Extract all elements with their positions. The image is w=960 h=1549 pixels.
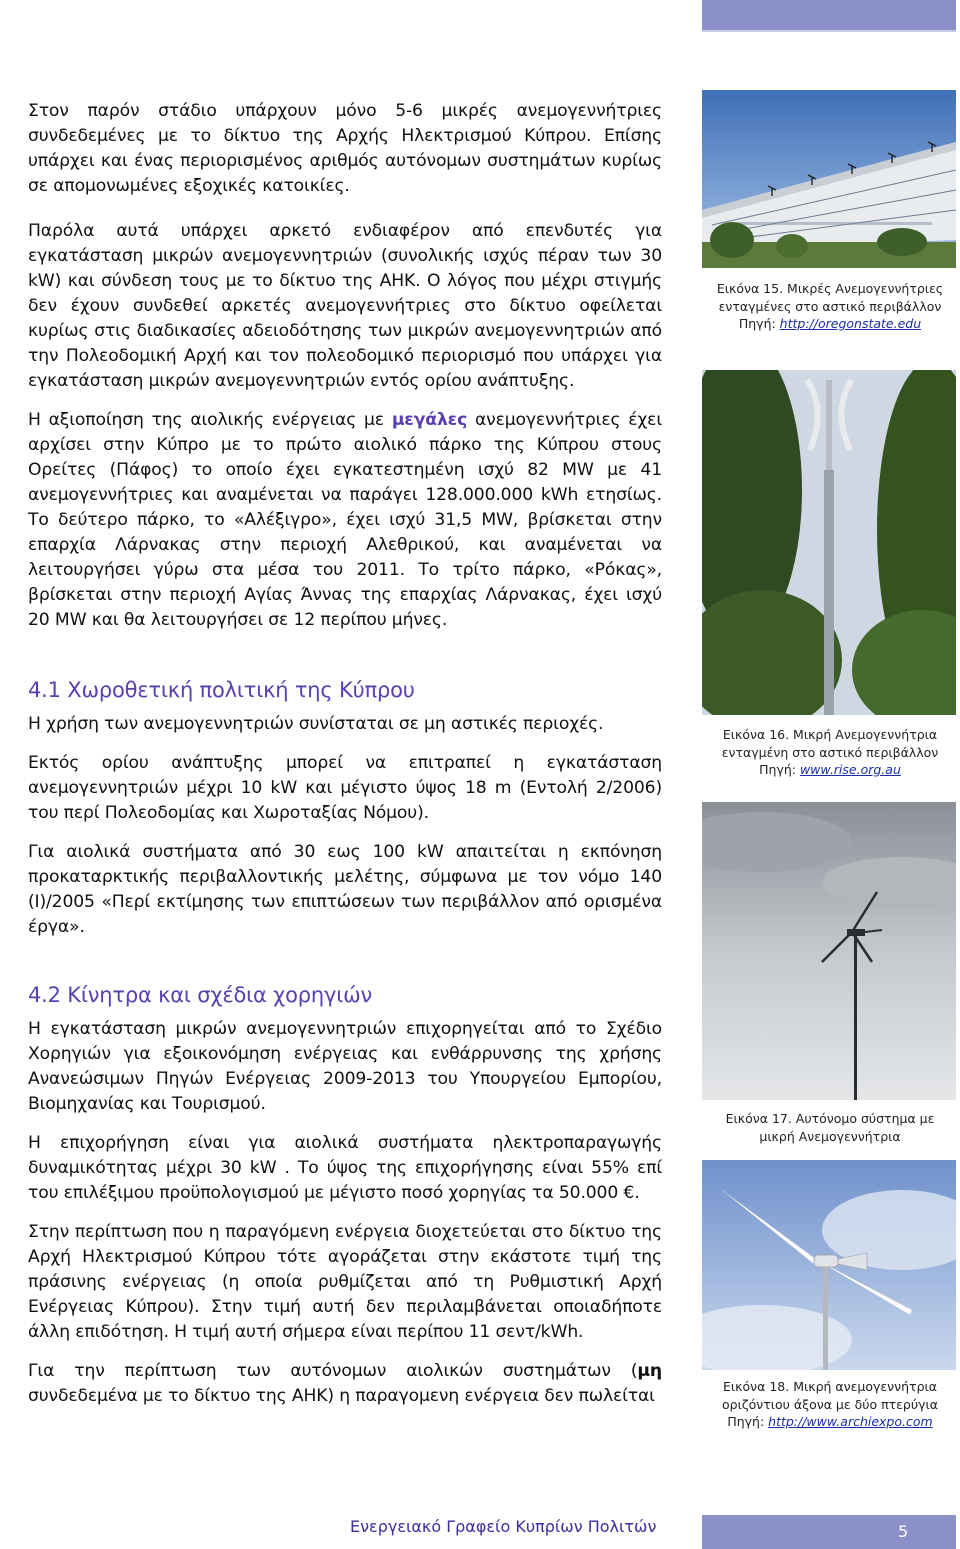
figure-15-source-link[interactable]: http://oregonstate.edu — [779, 316, 922, 331]
emphasis-large: μεγάλες — [391, 410, 468, 430]
figure-16-caption — [706, 726, 954, 779]
figure-16-label: Εικόνα 16. Μικρή Ανεμογεννήτρια ενταγμένη στο αστικό περιβάλλον — [721, 727, 939, 760]
photo-two-blade-turbine — [702, 1160, 956, 1370]
sidebar-rule — [702, 30, 956, 32]
source-prefix: Πηγή: — [727, 1414, 769, 1429]
sidebar-top-band — [702, 0, 956, 30]
footer-organization: Ενεργειακό Γραφείο Κυπρίων Πολιτών — [350, 1517, 657, 1536]
paragraph-5: Εκτός ορίου ανάπτυξης μπορεί να επιτραπεί η εγκατάσταση ανεμογεννητριών μέχρι 10 kW και μέγιστο ύψος 18 m (Εντολή 2/2006) του περί Πολεοδομίας και Χωροταξίας Νόμου). — [28, 753, 662, 823]
paragraph-2: Παρόλα αυτά υπάρχει αρκετό ενδιαφέρον από επενδυτές για εγκατάσταση μικρών ανεμογεννητριών (συνολικής ισχύς πέραν των 30 kW) και σύνδεση τους με το δίκτυο της ΑΗΚ. Ο λόγος που μέχρι στιγμής δεν έχουν συνδεθεί αρκετές ανεμογεννήτριες στο δίκτυο οφείλεται κυρίως στις διαδικασίες αδειοδότησης των μικρών ανεμογεννητριών από την Πολεοδομική Αρχή και τον πολεοδομικό περιορισμό που υπάρχει για εγκατάσταση μικρών ανεμογεννητριών εντός ορίου ανάπτυξης. — [28, 221, 662, 391]
figure-15-caption — [706, 280, 954, 333]
paragraph-4: Η χρήση των ανεμογεννητριών συνίσταται σε μη αστικές περιοχές. — [28, 714, 604, 734]
paragraph-1: Στον παρόν στάδιο υπάρχουν μόνο 5-6 μικρές ανεμογεννήτριες συνδεδεμένες με το δίκτυο της Αρχής Ηλεκτρισμού Κύπρου. Επίσης υπάρχει και ένας περιορισμένος αριθμός αυτόνομων συστημάτων κυρίως σε απομονωμένες εξοχικές κατοικίες. — [28, 101, 662, 196]
figure-15-source-line — [706, 315, 954, 333]
autonomous-turbine-image — [702, 802, 956, 1100]
building-image — [702, 90, 956, 268]
paragraph-6: Για αιολικά συστήματα από 30 εως 100 kW απαιτείται η εκπόνηση προκαταρκτικής περιβαλλοντικής μελέτης, σύμφωνα με τον νόμο 140 (Ι)/2005 «Περί εκτίμησης των επιπτώσεων των περιβάλλον από ορισμένα έργα». — [28, 842, 662, 937]
figure-18-source-link[interactable]: http://www.archiexpo.com — [768, 1414, 933, 1429]
paragraph-3 — [28, 408, 662, 633]
section-heading-4-1: 4.1 Χωροθετική πολιτική της Κύπρου — [28, 678, 415, 702]
paragraph-3-start: Η αξιοποίηση της αιολικής ενέργειας με — [28, 410, 392, 430]
source-prefix: Πηγή: — [738, 316, 780, 331]
figure-16-source-link[interactable]: www.rise.org.au — [799, 762, 901, 777]
photo-vertical-turbine — [702, 370, 956, 715]
paragraph-10-rest: συνδεδεμένα με το δίκτυο της ΑΗΚ) η παραγομενη ενέργεια δεν πωλείται — [28, 1386, 655, 1406]
section-heading-4-2: 4.2 Κίνητρα και σχέδια χορηγιών — [28, 983, 373, 1007]
source-prefix: Πηγή: — [759, 762, 800, 777]
paragraph-8: Η επιχορήγηση είναι για αιολικά συστήματα ηλεκτροπαραγωγής δυναμικότητας μέχρι 30 kW . Το ύψος της επιχορήγησης είναι 55% επί του επιλέξιμου προϋπολογισμού με μέγιστο ποσό χορηγίας τα 50.000 €. — [28, 1133, 662, 1203]
figure-15-label: Εικόνα 15. Μικρές Ανεμογεννήτριες ενταγμένες στο αστικό περιβάλλον — [716, 281, 944, 314]
photo-autonomous-turbine — [702, 802, 956, 1100]
main-column-section-3 — [28, 983, 662, 1423]
main-column-section-2 — [28, 678, 662, 954]
photo-building-turbines — [702, 90, 956, 268]
page-number: 5 — [898, 1522, 909, 1541]
emphasis-not: μη — [637, 1361, 662, 1381]
figure-18-label: Εικόνα 18. Μικρή ανεμογεννήτρια οριζόντιου άξονα με δύο πτερύγια — [722, 1379, 938, 1412]
main-column-section-1 — [28, 99, 662, 647]
figure-18-caption — [706, 1378, 954, 1431]
paragraph-9: Στην περίπτωση που η παραγόμενη ενέργεια διοχετεύεται στο δίκτυο της Αρχή Ηλεκτρισμού Κύπρου τότε αγοράζεται στην εκάστοτε τιμή της πράσινης ενέργειας (η οποία ρυθμίζεται από τη Ρυθμιστική Αρχή Ενέργειας Κύπρου). Στην τιμή αυτή δεν περιλαμβάνεται οποιαδήποτε άλλη επιδότηση. Η τιμή αυτή σήμερα είναι περίπου 11 σεντ/kWh. — [28, 1222, 662, 1342]
figure-18-source-line — [706, 1413, 954, 1431]
page-number-band — [702, 1515, 956, 1549]
vertical-turbine-image — [702, 370, 956, 715]
paragraph-10-start: Για την περίπτωση των αυτόνομων αιολικών συστημάτων ( — [28, 1361, 638, 1381]
two-blade-turbine-image — [702, 1160, 956, 1370]
paragraph-7: Η εγκατάσταση μικρών ανεμογεννητριών επιχορηγείται από το Σχέδιο Χορηγιών για εξοικονόμηση ενέργειας και ενθάρρυνσης της χρήσης Ανανεώσιμων Πηγών Ενέργειας 2009-2013 του Υπουργείου Εμπορίου, Βιομηχανίας και Τουρισμού. — [28, 1019, 662, 1114]
figure-17-label: Εικόνα 17. Αυτόνομο σύστημα με μικρή Ανεμογεννήτρια — [725, 1111, 935, 1144]
figure-16-source-line — [706, 761, 954, 779]
paragraph-10 — [28, 1359, 662, 1409]
figure-17-caption — [706, 1110, 954, 1145]
paragraph-3-rest: ανεμογεννήτριες έχει αρχίσει στην Κύπρο με το πρώτο αιολικό πάρκο της Κύπρου στους Ορείτες (Πάφος) το οποίο έχει εγκατεστημένη ισχύ 82 MW με 41 ανεμογεννήτριες και αναμένεται να παράγει 128.000.000 kWh ετησίως. Το δεύτερο πάρκο, το «Αλέξιγρο», έχει ισχύ 31,5 MW, βρίσκεται στην επαρχία Λάρνακας στην περιοχή Αλεθρικού, και αναμένεται να λειτουργήσει γύρω στα μέσα του 2011. Το τρίτο πάρκο, «Ρόκας», βρίσκεται στην περιοχή Αγίας Άννας της επαρχίας Λάρνακας, έχει ισχύ 20 MW και θα λειτουργήσει σε 12 περίπου μήνες. — [28, 410, 662, 630]
